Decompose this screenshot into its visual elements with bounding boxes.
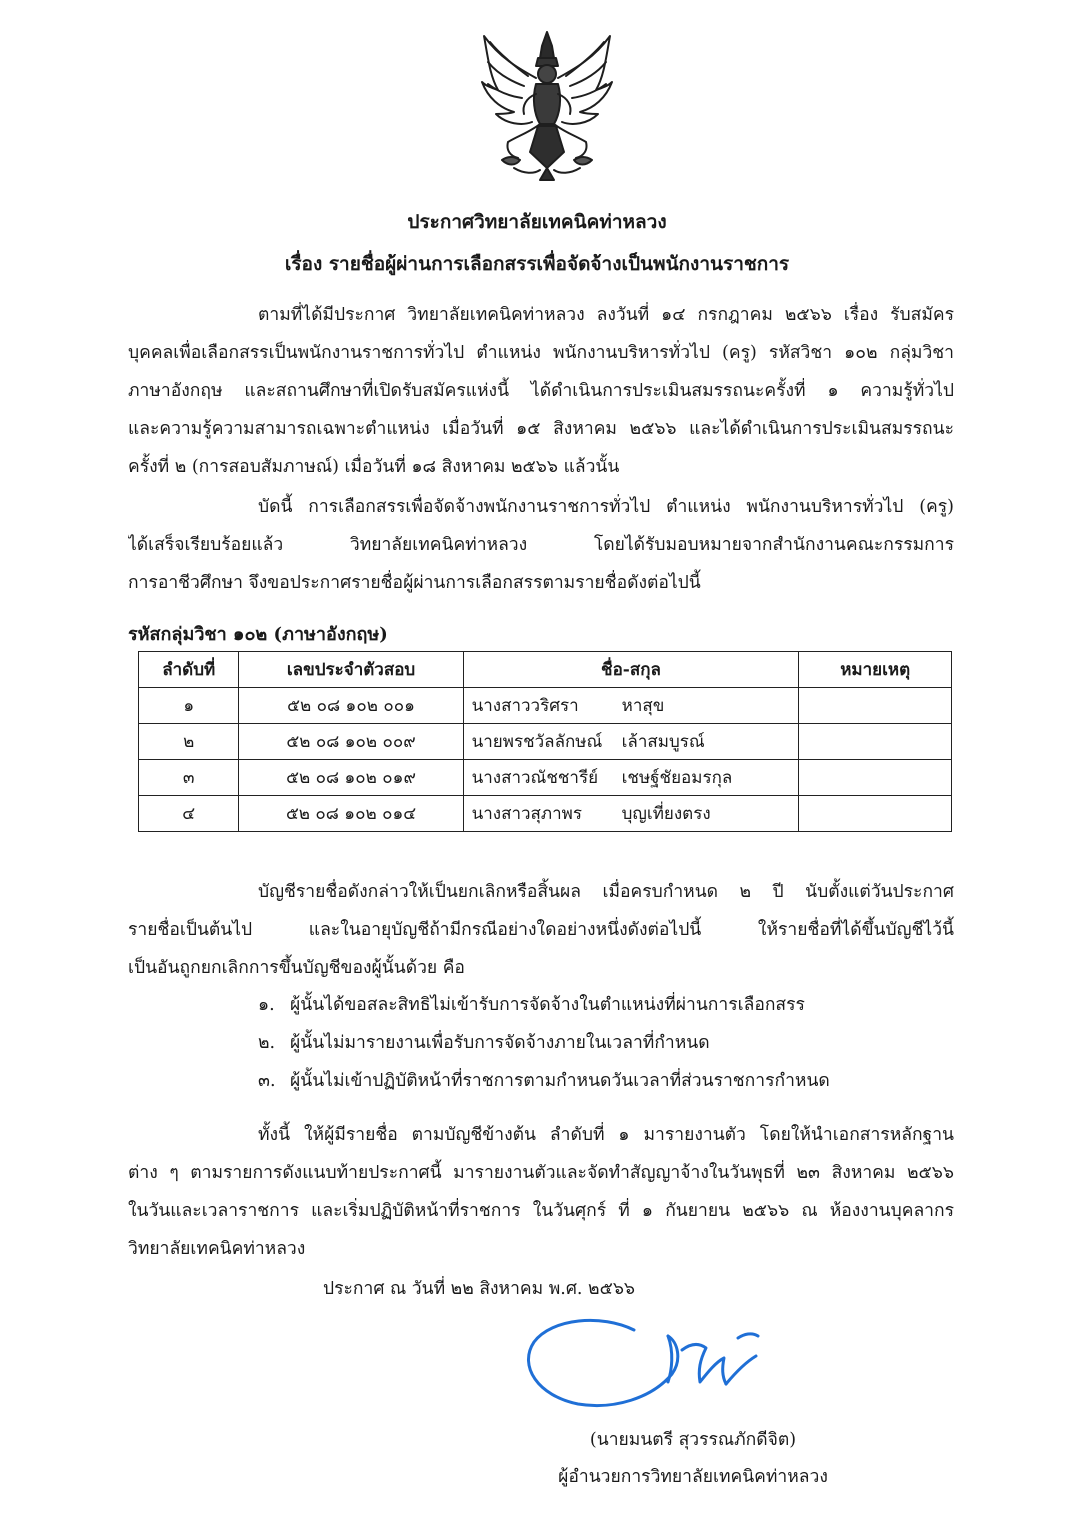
announce-date: ประกาศ ณ วันที่ ๒๒ สิงหาคม พ.ศ. ๒๕๖๖: [323, 1279, 636, 1299]
table-row: [139, 688, 952, 724]
condition-text: ผู้นั้นได้ขอสละสิทธิไม่เข้ารับการจัดจ้างในตำแหน่งที่ผ่านการเลือกสรร: [290, 995, 805, 1015]
column-header: เลขประจำตัวสอบ: [239, 652, 463, 688]
name-cell: [463, 796, 799, 832]
note-cell: [799, 688, 952, 724]
para3-line: บัญชีรายชื่อดังกล่าวให้เป็นยกเลิกหรือสิ้นผล เมื่อครบกำหนด ๒ ปี นับตั้งแต่วันประกาศ: [258, 882, 954, 902]
para1-line: ตามที่ได้มีประกาศ วิทยาลัยเทคนิคท่าหลวง ลงวันที่ ๑๔ กรกฎาคม ๒๕๖๖ เรื่อง รับสมัคร: [258, 305, 954, 325]
candidate-table: [138, 651, 952, 832]
subject-group-title: รหัสกลุ่มวิชา ๑๐๒ (ภาษาอังกฤษ): [128, 624, 388, 645]
signer-name: (นายมนตรี สุวรรณภักดีจิต): [589, 1430, 797, 1450]
para2-line: การอาชีวศึกษา จึงขอประกาศรายชื่อผู้ผ่านการเลือกสรรตามรายชื่อดังต่อไปนี้: [128, 573, 701, 593]
column-header: หมายเหตุ: [799, 652, 952, 688]
condition-item: [258, 1028, 710, 1056]
para1-line: บุคคลเพื่อเลือกสรรเป็นพนักงานราชการทั่วไป ตำแหน่ง พนักงานบริหารทั่วไป (ครู) รหัสวิชา ๑๐๒ กลุ่มวิชา: [128, 343, 954, 363]
para4-line: ในวันและเวลาราชการ และเริ่มปฏิบัติหน้าที่ราชการ ในวันศุกร์ ที่ ๑ กันยายน ๒๕๖๖ ณ ห้องงานบุคลากร: [128, 1201, 954, 1221]
para4-line: วิทยาลัยเทคนิคท่าหลวง: [128, 1239, 306, 1259]
name-cell: [463, 760, 799, 796]
table-header-row: [139, 652, 952, 688]
para1-line: ภาษาอังกฤษ และสถานศึกษาที่เปิดรับสมัครแห่งนี้ ได้ดำเนินการประเมินสมรรถนะครั้งที่ ๑ ความรู้ทั่วไป: [128, 381, 954, 401]
announcement-title: ประกาศวิทยาลัยเทคนิคท่าหลวง: [407, 211, 667, 233]
given-name: นายพรชวัลลักษณ์: [471, 732, 603, 752]
column-header: ชื่อ-สกุล: [463, 652, 799, 688]
given-name: นางสาววริศรา: [471, 696, 579, 716]
note-cell: [799, 724, 952, 760]
note-cell: [799, 796, 952, 832]
para3-line: เป็นอันถูกยกเลิกการขึ้นบัญชีของผู้นั้นด้วย คือ: [128, 958, 465, 978]
condition-item: [258, 1066, 830, 1094]
name-cell: [463, 688, 799, 724]
para3-line: รายชื่อเป็นต้นไป และในอายุบัญชีถ้ามีกรณีอย่างใดอย่างหนึ่งดังต่อไปนี้ ให้รายชื่อที่ได้ขึ้นบัญชีไว้นี้: [128, 920, 954, 940]
note-cell: [799, 760, 952, 796]
signer-position: ผู้อำนวยการวิทยาลัยเทคนิคท่าหลวง: [558, 1467, 828, 1487]
family-name: หาสุข: [621, 696, 665, 716]
given-name: นางสาวสุภาพร: [471, 804, 583, 824]
table-row: [139, 796, 952, 832]
table-row: [139, 724, 952, 760]
announcement-subject: เรื่อง รายชื่อผู้ผ่านการเลือกสรรเพื่อจัดจ้างเป็นพนักงานราชการ: [284, 253, 790, 275]
para4-line: ทั้งนี้ ให้ผู้มีรายชื่อ ตามบัญชีข้างต้น ลำดับที่ ๑ มารายงานตัว โดยให้นำเอกสารหลักฐาน: [258, 1125, 954, 1145]
table-row: [139, 760, 952, 796]
garuda-emblem-icon: [478, 28, 616, 183]
para2-line: ได้เสร็จเรียบร้อยแล้ว วิทยาลัยเทคนิคท่าหลวง โดยได้รับมอบหมายจากสำนักงานคณะกรรมการ: [128, 535, 954, 555]
family-name: เชษฐ์ชัยอมรกุล: [621, 768, 733, 788]
condition-number: ๓.: [258, 1071, 276, 1091]
exam-id-cell: ๕๒ ๐๘ ๑๐๒ ๐๑๙: [239, 760, 463, 796]
exam-id-cell: ๕๒ ๐๘ ๑๐๒ ๐๐๑: [239, 688, 463, 724]
condition-number: ๒.: [258, 1033, 276, 1053]
order-cell: ๑: [139, 688, 239, 724]
para1-line: ครั้งที่ ๒ (การสอบสัมภาษณ์) เมื่อวันที่ ๑๘ สิงหาคม ๒๕๖๖ แล้วนั้น: [128, 457, 620, 477]
exam-id-cell: ๕๒ ๐๘ ๑๐๒ ๐๐๙: [239, 724, 463, 760]
family-name: เล้าสมบูรณ์: [621, 732, 705, 752]
given-name: นางสาวณัชชารีย์: [471, 768, 599, 788]
signature-icon: [522, 1312, 792, 1417]
exam-id-cell: ๕๒ ๐๘ ๑๐๒ ๐๑๔: [239, 796, 463, 832]
para2-line: บัดนี้ การเลือกสรรเพื่อจัดจ้างพนักงานราชการทั่วไป ตำแหน่ง พนักงานบริหารทั่วไป (ครู): [258, 497, 954, 517]
condition-text: ผู้นั้นไม่เข้าปฏิบัติหน้าที่ราชการตามกำหนดวันเวลาที่ส่วนราชการกำหนด: [290, 1071, 830, 1091]
condition-item: [258, 990, 805, 1018]
order-cell: ๒: [139, 724, 239, 760]
name-cell: [463, 724, 799, 760]
condition-text: ผู้นั้นไม่มารายงานเพื่อรับการจัดจ้างภายในเวลาที่กำหนด: [290, 1033, 710, 1053]
order-cell: ๓: [139, 760, 239, 796]
column-header: ลำดับที่: [139, 652, 239, 688]
condition-number: ๑.: [258, 995, 275, 1015]
family-name: บุญเที่ยงตรง: [621, 804, 711, 824]
order-cell: ๔: [139, 796, 239, 832]
para1-line: และความรู้ความสามารถเฉพาะตำแหน่ง เมื่อวันที่ ๑๕ สิงหาคม ๒๕๖๖ และได้ดำเนินการประเมินสมรรถนะ: [128, 419, 954, 439]
para4-line: ต่าง ๆ ตามรายการดังแนบท้ายประกาศนี้ มารายงานตัวและจัดทำสัญญาจ้างในวันพุธที่ ๒๓ สิงหาคม ๒๕๖๖: [128, 1163, 954, 1183]
